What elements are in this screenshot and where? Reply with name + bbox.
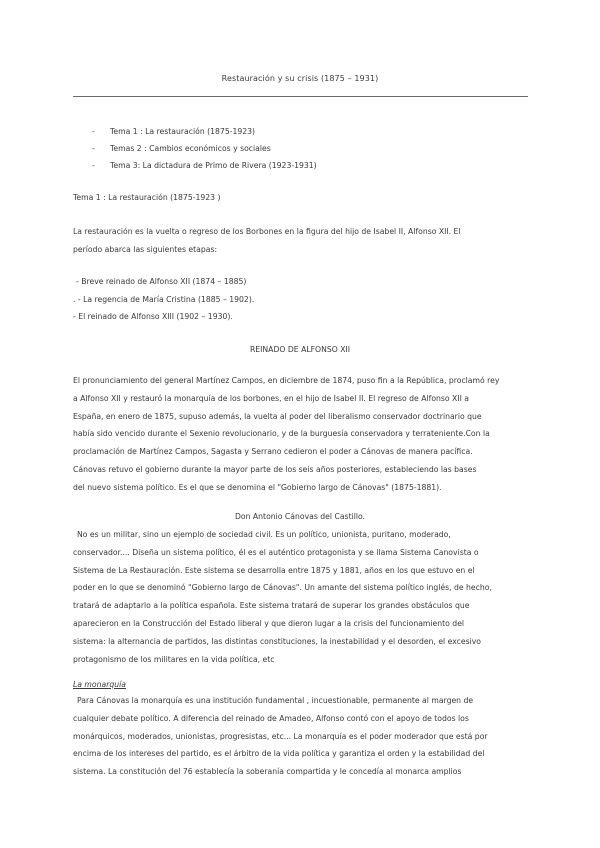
toc-bullet: -: [92, 161, 95, 170]
toc-bullet: -: [92, 127, 95, 136]
canovas-paragraph: [73, 526, 529, 668]
text-line: Cánovas retuvo el gobierno durante la mayor parte de los seis años posteriores, estableciendo las bases: [73, 464, 477, 474]
toc-item: [92, 158, 512, 175]
toc-item-text: Tema 3: La dictadura de Primo de Rivera (1923-1931): [110, 161, 317, 170]
stage-item: - El reinado de Alfonso XIII (1902 – 1930).: [73, 312, 233, 321]
text-line: La restauración es la vuelta o regreso de los Borbones en la figura del hijo de Isabel II, Alfonso XII. El: [73, 227, 461, 236]
toc-item-text: Temas 2 : Cambios económicos y sociales: [110, 144, 271, 153]
text-line: aparecieron en la Construcción del Estado liberal y que dieron lugar a la crisis del funcionamiento del: [73, 618, 465, 628]
text-line: cualquier debate político. A diferencia del reinado de Amadeo, Alfonso contó con el apoyo de todos los: [73, 713, 469, 723]
text-line: No es un militar, sino un ejemplo de sociedad civil. Es un político, unionista, puritano, moderado,: [77, 530, 451, 539]
text-line: Sistema de La Restauración. Este sistema se desarrolla entre 1875 y 1881, años en los que estuvo en el: [73, 565, 475, 575]
section-heading: Tema 1 : La restauración (1875-1923 ): [73, 193, 221, 202]
text-line: protagonismo de los militares en la vida política, etc: [73, 654, 275, 664]
text-line: tratará de adaptarlo a la política española. Este sistema tratará de superar los grandes obstáculos que: [73, 601, 470, 611]
monarquia-heading: La monarquía: [73, 680, 126, 689]
text-line: sistema. La constitución del 76 establecía la soberanía compartida y le concedía al monarca amplios: [73, 767, 462, 777]
stage-item: - Breve reinado de Alfonso XII (1874 – 1885): [76, 277, 247, 286]
toc-item: [92, 141, 512, 158]
text-line: El pronunciamiento del general Martínez Campos, en diciembre de 1874, puso fin a la República, proclamó rey: [73, 376, 500, 385]
table-of-contents: [92, 124, 512, 175]
monarquia-paragraph: [73, 692, 529, 781]
stage-item: . - La regencia de María Cristina (1885 – 1902).: [73, 295, 255, 304]
text-line: monárquicos, moderados, unionistas, progresistas, etc... La monarquía es el poder moderador que está por: [73, 731, 488, 741]
text-line: proclamación de Martínez Campos, Sagasta y Serrano cedieron el poder a Cánovas de manera pacífica.: [73, 447, 473, 457]
text-line: encima de los intereses del partido, es el árbitro de la vida política y garantiza el orden y la estabilidad del: [73, 749, 485, 759]
toc-item: [92, 124, 512, 141]
toc-bullet: -: [92, 144, 95, 153]
reign-paragraph: [73, 372, 529, 497]
document-title: Restauración y su crisis (1875 – 1931): [221, 74, 379, 83]
text-line: España, en enero de 1875, supuso además, la vuelta al poder del liberalismo conservador doctrinario que: [73, 411, 482, 421]
title-divider: [73, 96, 528, 97]
text-line: sistema: la alternancia de partidos, las distintas constituciones, la inestabilidad y el desorden, el excesivo: [73, 636, 481, 646]
text-line: poder en lo que se denominó "Gobierno largo de Cánovas". Un amante del sistema político inglés, de hecho,: [73, 583, 492, 593]
text-line: del nuevo sistema político. Es el que se denomina el "Gobierno largo de Cánovas" (1875-1881).: [73, 482, 442, 492]
canovas-heading: Don Antonio Cánovas del Castillo.: [234, 512, 365, 521]
intro-paragraph: [73, 223, 529, 259]
text-line: Para Cánovas la monarquía es una institución fundamental , incuestionable, permanente al margen de: [77, 696, 474, 705]
toc-item-text: Tema 1 : La restauración (1875-1923): [110, 127, 256, 136]
text-line: período abarca las siguientes etapas:: [73, 244, 218, 254]
text-line: a Alfonso XII y restauró la monarquía de los borbones, en el hijo de Isabel II. El regreso de Alfonso XII a: [73, 393, 470, 403]
text-line: conservador.... Diseña un sistema político, él es el auténtico protagonista y se llama Sistema Canovista o: [73, 547, 479, 557]
reign-heading: REINADO DE ALFONSO XII: [249, 345, 351, 354]
text-line: había sido vencido durante el Sexenio revolucionario, y de la burguesía conservadora y terrateniente.Con la: [73, 429, 490, 439]
